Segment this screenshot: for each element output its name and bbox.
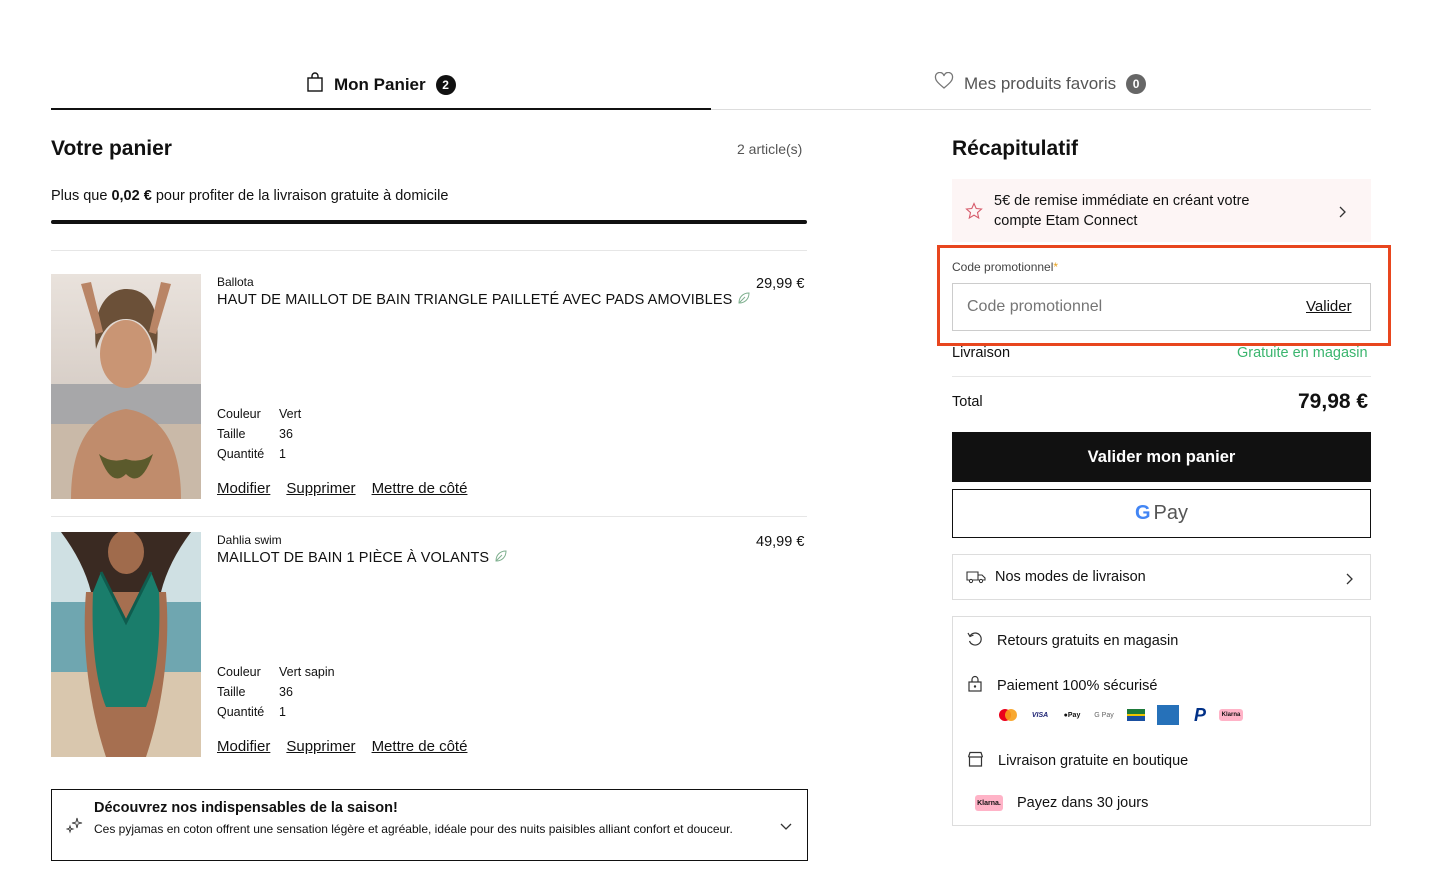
tab-favorites[interactable]: [934, 72, 1146, 95]
chevron-right-icon: [1346, 572, 1354, 590]
klarna-icon: Klarna: [1219, 709, 1243, 721]
product-image[interactable]: [51, 532, 201, 757]
season-description: Ces pyjamas en coton offrent une sensation légère et agréable, idéale pour des nuits paisibles alliant confort et douceur.: [94, 822, 733, 836]
account-discount-banner[interactable]: [952, 179, 1371, 242]
season-recommendation-accordion[interactable]: [51, 789, 808, 861]
promo-validate-link[interactable]: Valider: [1306, 298, 1352, 315]
cart-item-count: 2 article(s): [737, 141, 803, 157]
delete-link[interactable]: Supprimer: [286, 480, 356, 497]
product-size: Taille 36: [217, 427, 293, 441]
save-for-later-link[interactable]: Mettre de côté: [371, 480, 468, 497]
checkout-button[interactable]: Valider mon panier: [952, 432, 1371, 482]
delivery-modes-row[interactable]: [952, 554, 1371, 600]
product-quantity: Quantité 1: [217, 447, 286, 461]
modify-link[interactable]: Modifier: [217, 480, 271, 497]
remaining-amount: 0,02 €: [111, 188, 152, 204]
delivery-value: Gratuite en magasin: [1237, 345, 1368, 361]
chevron-down-icon[interactable]: [780, 818, 792, 836]
cart-title: Votre panier: [51, 137, 172, 160]
total-label: Total: [952, 394, 983, 410]
product-image[interactable]: [51, 274, 201, 499]
save-for-later-link[interactable]: Mettre de côté: [371, 738, 468, 755]
tab-cart[interactable]: [306, 72, 456, 97]
lock-icon: [967, 675, 983, 696]
google-g-icon: G: [1134, 502, 1151, 524]
mastercard-icon: [995, 707, 1021, 723]
paypal-icon: P: [1193, 704, 1206, 725]
promo-code-label: Code promotionnel*: [952, 260, 1059, 274]
heart-icon: [934, 72, 954, 95]
product-quantity: Quantité 1: [217, 705, 286, 719]
active-tab-indicator: [51, 108, 711, 110]
truck-icon: [966, 570, 986, 589]
season-title: Découvrez nos indispensables de la saison!: [94, 800, 398, 816]
google-pay-button[interactable]: G Pay: [952, 489, 1371, 538]
leaf-icon: [738, 292, 750, 308]
amex-icon: [1155, 707, 1181, 723]
free-shipping-progress-bar: [51, 220, 807, 224]
summary-title: Récapitulatif: [952, 137, 1079, 160]
chevron-right-icon: [1339, 205, 1347, 223]
reassurance-panel: [952, 616, 1371, 826]
product-brand: Dahlia swim: [217, 533, 282, 547]
divider: [51, 516, 807, 517]
apple-pay-icon: ●Pay: [1063, 711, 1081, 719]
pay-later-row: Klarna. Payez dans 30 jours: [975, 795, 1148, 811]
delivery-label: Livraison: [952, 345, 1011, 361]
shopping-bag-icon: [306, 72, 324, 97]
total-value: 79,98 €: [1298, 390, 1369, 413]
product-price: 29,99 €: [756, 276, 805, 292]
product-price: 49,99 €: [756, 534, 805, 550]
product-actions: [217, 480, 467, 497]
tab-favorites-label: Mes produits favoris: [964, 73, 1117, 93]
store-icon: [967, 751, 984, 771]
carte-bancaire-icon: [1123, 707, 1149, 723]
free-shipping-message: Plus que 0,02 € pour profiter de la livraison gratuite à domicile: [51, 188, 449, 204]
klarna-badge: Klarna.: [975, 795, 1003, 811]
product-actions: [217, 738, 467, 755]
favorites-count-badge: 0: [1126, 74, 1146, 94]
visa-icon: VISA: [1031, 711, 1049, 719]
product-name[interactable]: MAILLOT DE BAIN 1 PIÈCE À VOLANTS: [217, 550, 507, 566]
delivery-modes-label: Nos modes de livraison: [995, 569, 1146, 585]
star-icon: [965, 202, 983, 225]
store-delivery-row: Livraison gratuite en boutique: [967, 751, 1188, 771]
tab-cart-label: Mon Panier: [334, 74, 426, 94]
delete-link[interactable]: Supprimer: [286, 738, 356, 755]
divider: [51, 250, 807, 251]
banner-text: 5€ de remise immédiate en créant votre compte Etam Connect: [994, 193, 1250, 229]
free-returns-row: Retours gratuits en magasin: [967, 631, 1178, 651]
leaf-icon: [495, 550, 507, 566]
product-name[interactable]: HAUT DE MAILLOT DE BAIN TRIANGLE PAILLETÉ AVEC PADS AMOVIBLES: [217, 292, 750, 308]
cart-count-badge: 2: [436, 75, 456, 95]
promo-highlight-frame: [937, 245, 1391, 346]
product-color: Couleur Vert sapin: [217, 665, 335, 679]
modify-link[interactable]: Modifier: [217, 738, 271, 755]
product-brand: Ballota: [217, 275, 254, 289]
sparkles-icon: [66, 816, 84, 839]
product-size: Taille 36: [217, 685, 293, 699]
product-color: Couleur Vert: [217, 407, 302, 421]
divider: [952, 376, 1371, 377]
secure-payment-row: Paiement 100% sécurisé: [967, 675, 1157, 696]
google-pay-icon: G Pay: [1094, 711, 1114, 719]
payment-logos: [995, 704, 1243, 725]
return-arrow-icon: [967, 631, 983, 651]
